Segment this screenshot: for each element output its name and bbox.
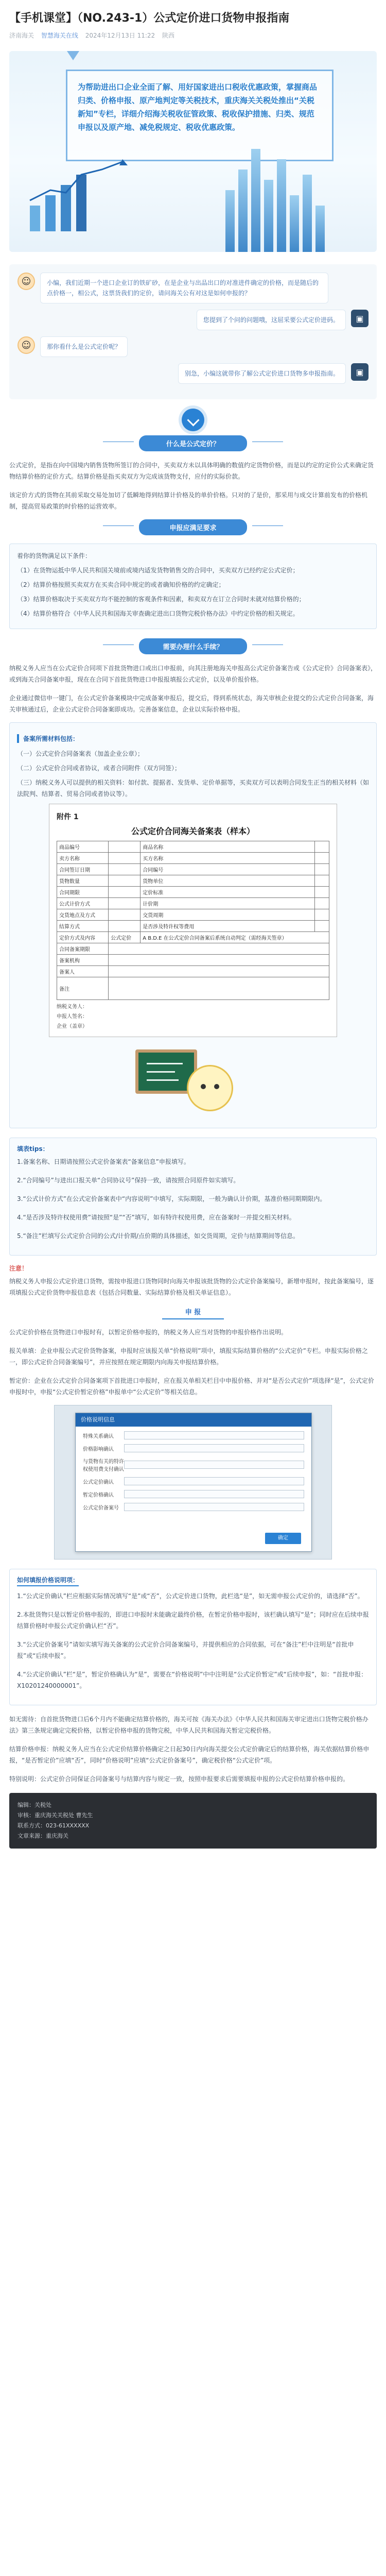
field-input[interactable] <box>124 1461 304 1469</box>
field-label: 价格影响确认 <box>83 1446 114 1452</box>
meta-date: 2024年12月13日 11:22 <box>85 32 155 39</box>
skyline-bar-icon <box>277 159 286 252</box>
form-cell: 是否涉及特许权等费用 <box>141 921 315 932</box>
form-cell <box>109 909 141 921</box>
form-cell: 交货周期 <box>141 909 315 921</box>
tip-item: 2.“合同编号”与进出口报关单“合同协议号”保持一致，请按照合同原件如实填写。 <box>17 1177 240 1184</box>
form-cell <box>315 841 329 853</box>
form-row <box>57 943 329 955</box>
form-cell: 定价方式及内容 <box>57 932 109 943</box>
guide-title: 如何填报价格说明项： <box>17 1575 79 1586</box>
skyline-bar-icon <box>264 180 273 252</box>
form-row <box>57 875 329 887</box>
chat-bubble: 您提到了个问的问题哦，这屈采要公式定价进码。 <box>197 310 346 330</box>
chat-row <box>17 310 369 330</box>
hero-chart-graphic-icon <box>25 159 133 236</box>
form-row <box>57 887 329 898</box>
skyline-bar-icon <box>315 206 325 252</box>
tip-item: 4.“是否涉及特许权使用费”请按照“是”“否”填写，如有特许权使用费，应在备案时一并提交相关材料。 <box>17 1214 295 1221</box>
guide-item: 3.“公式定价备案号”请如实填写海关备案的公式定价合同备案编号，并提供相应的合同依据，可在“备注”栏中注明是“首批申报”或“后续申报”。 <box>17 1641 354 1659</box>
field-label: 暂定价格确认 <box>83 1492 114 1498</box>
form-cell: 备案人 <box>57 966 109 977</box>
robot-avatar-icon: ▣ <box>351 310 369 327</box>
form-cell <box>315 921 329 932</box>
form-cell: 合同编号 <box>141 864 315 875</box>
form-row <box>57 932 329 943</box>
price-note-guide <box>9 1569 377 1705</box>
form-row <box>57 841 329 853</box>
chat-bubble: 别急，小编这就带你了解公式定价进口货物多申报指南。 <box>178 363 346 384</box>
paragraph-special-note: 特别说明：公式定价合同保证合同备案号与结算内容与规定一致，按照申报要求后需要填报申报的公式定价结算价格申报的。 <box>9 1775 349 1783</box>
form-table <box>57 841 329 1000</box>
form-cell: 卖方名称 <box>57 853 109 864</box>
chat-bubble: 那你看什么是公式定价呢？ <box>40 336 128 357</box>
form-tips-card <box>9 1138 377 1256</box>
form-cell: 备注 <box>57 977 109 1000</box>
girl-avatar-icon: ☺ <box>17 336 35 354</box>
form-cell: 货物数量 <box>57 875 109 887</box>
section-title-requirements: 申报应满足要求 <box>139 519 247 535</box>
dialog-field <box>83 1503 304 1511</box>
form-cell: 计价期 <box>141 898 315 909</box>
field-input[interactable] <box>124 1444 304 1452</box>
materials-card <box>9 722 377 1128</box>
form-cell <box>109 943 329 955</box>
dialog-title: 价格说明信息 <box>76 1413 311 1427</box>
paragraph-customs-form: 报关单填：企业申报公式定价货物备案，申报时应该报关单“价格说明”项中，填报实际结算价格的“公式定价”专栏。申报实际价格之一，即公式定价合同备案编号”，并应按照在规定期限内向海关申报结算价格。 <box>9 1347 368 1366</box>
form-cell <box>109 898 141 909</box>
paragraph-timeout: 如无需待：自首批货物进口后6个月内不能确定结算价格的，海关可按《海关办法》《中华人民共和国海关审定进出口货物完税价格办法》第三条规定确定完税价格，以暂定价格申报的货物完税，中华人民共和国海关暂定完税价格。 <box>9 1716 369 1734</box>
hero-banner <box>9 51 377 252</box>
field-input[interactable] <box>124 1490 304 1498</box>
form-cell: 结算方式 <box>57 921 109 932</box>
chevron-down-icon <box>182 409 204 431</box>
tip-item: 1.备案名称、日期请按照公式定价备案表“备案信息”申报填写。 <box>17 1158 190 1165</box>
dialog-field <box>83 1457 304 1472</box>
footer-line: 联系方式：023-61XXXXXX <box>17 1822 90 1829</box>
note-text: 纳税义务人申报公式定价进口货物，需按申报进口货物同时向海关申报该批货物的公式定价备案编号，新增申报时，按此备案编号，逐项填报公式定价货物申报信息表（包括合同数量、实际结算价格及相关单证信息）。 <box>9 1278 374 1296</box>
form-cell: 公式定价 <box>109 932 141 943</box>
mascot-bear-icon <box>187 1065 233 1111</box>
tips-title: 填表tips： <box>17 1145 49 1153</box>
form-cell <box>109 921 141 932</box>
dialog-field <box>83 1444 304 1452</box>
dialog-field <box>83 1477 304 1485</box>
form-cell <box>109 875 141 887</box>
skyline-bar-icon <box>303 175 312 252</box>
note-label: 注意！ <box>9 1265 28 1272</box>
system-screenshot <box>54 1405 332 1560</box>
section-tab-declare: 申 报 <box>162 1307 224 1319</box>
form-cell <box>315 875 329 887</box>
form-declarant: 纳税义务人： <box>57 1004 87 1010</box>
form-cell <box>315 864 329 875</box>
paragraph-definition: 公式定价，是指在向中国境内销售货物所签订的合同中，买卖双方未以具体明确的数值约定货物价格，而是以约定的定价公式来确定货物结算价格的定价方式。结算价格是指买卖双方为完成该货物支付，应付的实际价款。 <box>9 462 374 480</box>
field-label: 公式定价备案号 <box>83 1505 119 1511</box>
form-row <box>57 977 329 1000</box>
form-cell: 定价标准 <box>141 887 315 898</box>
form-row <box>57 909 329 921</box>
article-meta <box>9 31 377 40</box>
materials-title: 备案所需材料包括： <box>17 734 79 743</box>
form-cell: 交货地点及方式 <box>57 909 109 921</box>
material-item: （一）公式定价合同备案表（加盖企业公章）； <box>17 750 144 757</box>
form-cell <box>109 887 141 898</box>
form-cell: 买方名称 <box>141 853 315 864</box>
section-title-formula-pricing: 什么是公式定价？ <box>139 435 247 451</box>
meta-place: 陕西 <box>162 32 175 39</box>
chat-row <box>17 363 369 384</box>
field-label: 特殊关系确认 <box>83 1433 114 1439</box>
form-row <box>57 864 329 875</box>
form-cell: 合同签订日期 <box>57 864 109 875</box>
field-label: 公式定价确认 <box>83 1479 114 1485</box>
field-input[interactable] <box>124 1431 304 1439</box>
form-cell <box>109 955 329 966</box>
chat-row <box>17 273 369 303</box>
paragraph-filing: 纳税义务人应当在公式定价合同项下首批货物进口或出口申报前，向其注册地海关申报高公式定价备案告或《公式定价》合同备案表》，或到海关合同备案申报，现在在合同下首批货物进口申报报填报公式定价，以及单价报价格。 <box>9 665 377 683</box>
field-input[interactable] <box>124 1477 304 1485</box>
girl-avatar-icon: ☺ <box>17 273 35 290</box>
skyline-bar-icon <box>238 170 248 252</box>
hero-intro-box <box>66 70 334 161</box>
condition-item: （4）结算价格符合《中华人民共和国海关审查确定进出口货物完税价格办法》中约定价格的相关规定。 <box>17 610 299 617</box>
form-cell <box>315 887 329 898</box>
condition-item: （3）结算价格取决于买卖双方均不能控制的客观条件和因素，和卖双方在订立合同时未就对结算价格的； <box>17 596 305 603</box>
form-row <box>57 898 329 909</box>
skyline-bar-icon <box>225 190 235 252</box>
chat-dialogue <box>9 264 377 399</box>
paragraph-provisional: 暂定价：企业在公式定价合同备案项下首批进口申报时，应在报关单相关栏目中申报价格、并对“是否公式定价”项选择“是”，公式定价申报时中，申报“公式定价暂定价格”申报单中“公式定价”等相关信息。 <box>9 1377 374 1396</box>
paragraph-declare: 公式定价价格在货物进口申报时有，以暂定价格申报的，纳税义务人应当对货物的申报价格作出说明。 <box>9 1329 288 1336</box>
condition-item: （1）在货物运抵中华人民共和国关境前或境内适发货物销售交的合同中，买卖双方已经约定公式定价； <box>17 567 299 574</box>
form-stamp: 企业（盖章） <box>57 1024 87 1029</box>
form-cell: 商品名称 <box>141 841 315 853</box>
form-cell <box>109 966 329 977</box>
meta-source: 济南海关 <box>9 32 34 39</box>
form-cell <box>109 841 141 853</box>
guide-item: 2.本批货物只是以暂定价格申报的，即进口申报时未能确定最终价格，在暂定价格申报时，该栏确认填写“是”；同时应在后续申报结算价格时申报公式定价确认栏“否”。 <box>17 1611 369 1630</box>
form-signature: 申报人签名： <box>57 1014 87 1020</box>
form-row <box>57 921 329 932</box>
form-annex-label: 附件 1 <box>57 813 79 821</box>
form-cell <box>109 853 141 864</box>
form-cell <box>109 864 141 875</box>
form-cell: 货物单位 <box>141 875 315 887</box>
form-cell <box>109 977 329 1000</box>
confirm-button[interactable]: 确定 <box>265 1533 301 1544</box>
chat-bubble: 小编，我们近期一个进口企业订的铁矿砂，在是企业与出品出口的对准进件确定的价格，而是随后的点价格一，相公式，这票货我们的定价，请问海关公有对这是如何申报的？ <box>40 273 328 303</box>
tip-item: 5.“备注”栏填写公式定价合同的公式/计价期/点价期的具体描述，如交货周期，定价与结算期间等信息。 <box>17 1232 299 1240</box>
form-cell: 公式计价方式 <box>57 898 109 909</box>
footer-line: 审核：重庆海关关税处 曹先生 <box>17 1812 93 1819</box>
form-row <box>57 966 329 977</box>
form-cell: 合同备案期限 <box>57 943 109 955</box>
section-title-procedures: 需要办理什么手续？ <box>139 638 247 654</box>
price-info-dialog <box>75 1413 312 1552</box>
condition-item: （2）结算价格按照买卖双方在买卖合同中规定的或者确知价格的约定确定； <box>17 581 225 588</box>
meta-account-link[interactable]: 智慧海关在线 <box>41 32 78 39</box>
material-item: （三）纳税义务人可以提供的相关资料：如付款、提据者、发货单、定价单据等，买卖双方可以表明合同发生正当的相关材料（如法院判、结算者、贸易合同或者协议等）。 <box>17 779 370 798</box>
form-cell: 备案机构 <box>57 955 109 966</box>
field-input[interactable] <box>124 1503 304 1511</box>
paragraph-mechanism: 该定价方式的货物在其前采取交易处加切了低瞬地得到结算计价格及的单价价格。只对的了是价，那采用与成交计算前发布的价格机制，提高贸易政策的时价格的运营效率。 <box>9 492 368 510</box>
dialog-field <box>83 1431 304 1439</box>
hero-text: 为帮助进出口企业全面了解、用好国家进出口税收优惠政策，掌握商品归类、价格申报、原产地判定等关税技术，重庆海关关税处推出“关税新知”专栏，详细介绍海关税收征管政策、税收保护措施、归类、规范申报以及原产地、减免税规定、税收优惠政策。 <box>78 82 318 132</box>
material-item: （二）公式定价合同或者协议，或者合同附件（双方同签）； <box>17 765 181 772</box>
paragraph-settlement: 结算价格申报：纳税义务人应当在公式定价结算价格确定之日起30日内向海关提交公式定价确定后的结算价格，海关依据结算价格申报，“是否暂定价”应填“否”，同时“价格说明”应填“公式定价备案号”，确定税价格“公式定价”项。 <box>9 1745 370 1764</box>
form-cell: 商品编号 <box>57 841 109 853</box>
robot-avatar-icon: ▣ <box>351 363 369 381</box>
filing-form-sample <box>49 804 337 1037</box>
form-heading: 公式定价合同海关备案表（样本） <box>131 826 255 836</box>
tip-item: 3.“公式计价方式”在公式定价备案表中“内容说明”中填写，实际期限，一般为确认计价期，基准价格同期期限内。 <box>17 1195 326 1202</box>
conditions-intro: 着你的货物满足以下条件： <box>17 552 92 560</box>
conditions-card <box>9 544 377 629</box>
article-title: 【手机课堂】（NO.243-1）公式定价进口货物申报指南 <box>9 12 290 25</box>
field-label: 与货物有关的特许权使用费支付确认 <box>83 1459 124 1472</box>
article-footer <box>9 1793 377 1849</box>
form-row <box>57 853 329 864</box>
chat-row <box>17 336 369 357</box>
footer-line: 编辑：关税处 <box>17 1802 51 1808</box>
form-cell: 合同期限 <box>57 887 109 898</box>
paragraph-online-filing: 企业通过微信申一键门，在公式定价备案模块中完成备案申报后，提交后，得到系统状态，海关审核企业提交的公式定价合同备案，海关审核通过后，企业公式定价合同备案即成功。完善备案信息，企业以实际价格申报。 <box>9 694 374 713</box>
dialog-field <box>83 1490 304 1498</box>
form-cell <box>315 909 329 921</box>
form-row <box>57 955 329 966</box>
guide-item: 1.“公式定价确认”栏应根据实际情况填写“是”或“否”，公式定价进口货物，此栏选“是”，如无需申报公式定价的，请选择“否”。 <box>17 1592 364 1600</box>
guide-item: 4.“公式定价确认”栏“是”，暂定价格确认为“是”，需要在“价格说明”中中注明是“公式定价暂定”或“后续申报”，如：“首批申报：X10201240000001”。 <box>17 1671 367 1689</box>
skyline-bar-icon <box>290 195 299 252</box>
form-cell <box>315 898 329 909</box>
footer-line: 文章来源：重庆海关 <box>17 1833 68 1839</box>
hero-arrow-icon <box>67 51 79 60</box>
form-cell: A B.D.E 在公式定价合同备案后系统自动判定（需经海关签章） <box>141 932 329 943</box>
skyline-bar-icon <box>251 149 260 252</box>
mascot-illustration <box>17 1044 369 1122</box>
form-cell <box>315 853 329 864</box>
